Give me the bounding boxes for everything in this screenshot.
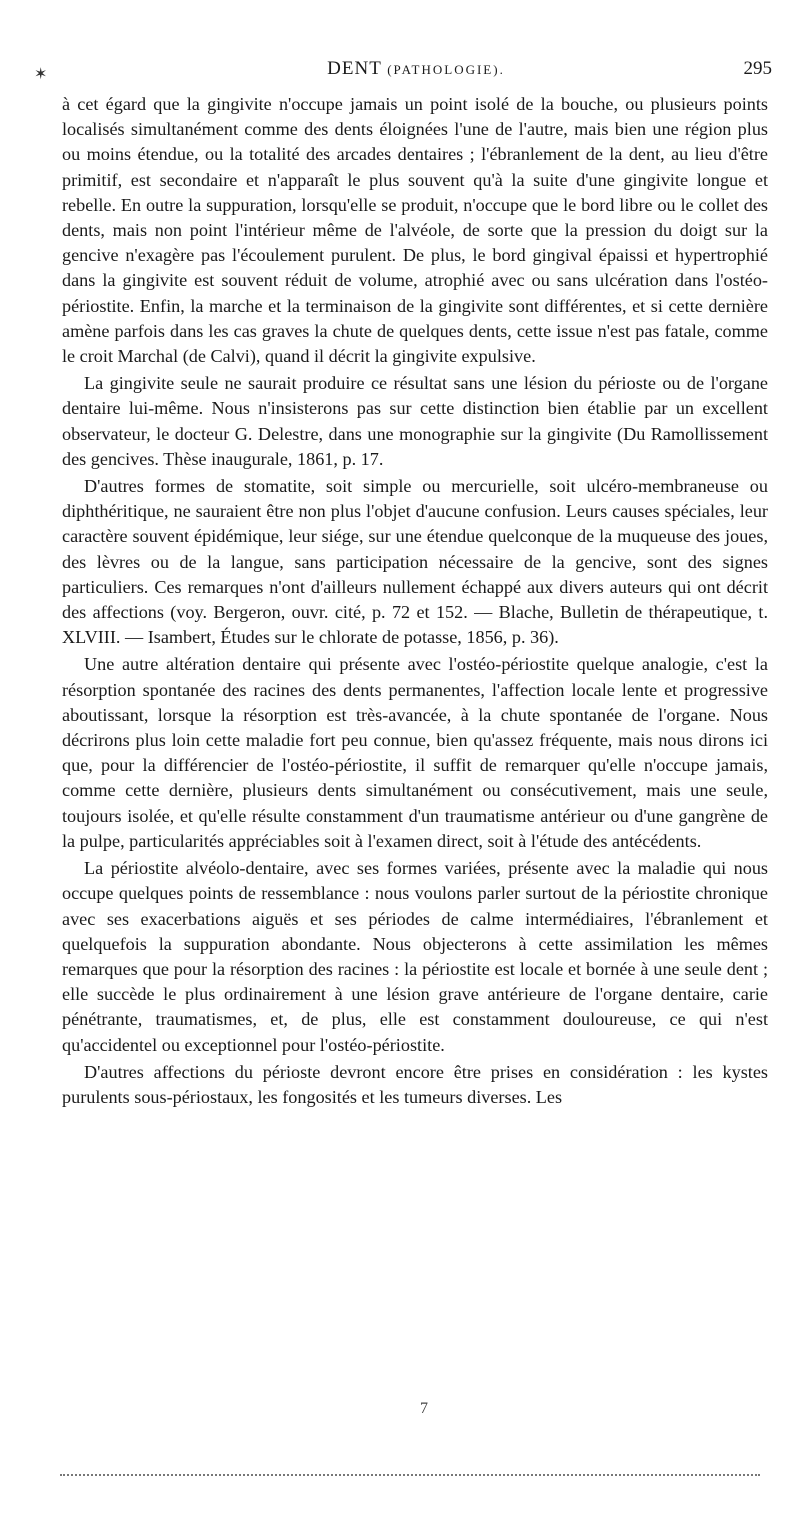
page-header — [34, 58, 772, 88]
running-title-sub: (PATHOLOGIE). — [387, 62, 505, 77]
signature-mark: 7 — [420, 1400, 428, 1417]
paragraph-6: D'autres affections du périoste devront encore être prises en considération : les kystes purulents sous-périostaux, les fongosités et les tumeurs diverses. Les — [62, 1061, 768, 1107]
body-text — [62, 92, 768, 1110]
paragraph-3: D'autres formes de stomatite, soit simple ou mercurielle, soit ulcéro-membraneuse ou diphthéritique, ne sauraient être non plus l'objet d'aucune confusion. Leurs causes spéciales, leur caractère souvent épidémique, leur siége, sur une étendue quelconque de la muqueuse des joues, des lèvres ou de la langue, sans participation nécessaire de la gencive, sont des signes particuliers. Ces remarques n'ont d'ailleurs nullement échappé aux divers auteurs qui ont décrit des affections (voy. Bergeron, ouvr. cité, p. 72 et 152. — Blache, Bulletin de thérapeutique, t. XLVIII. — Isambert, Études sur le chlorate de potasse, 1856, p. 36). — [62, 476, 768, 648]
page-number: 295 — [743, 58, 772, 79]
paragraph-4: Une autre altération dentaire qui présente avec l'ostéo-périostite quelque analogie, c'est la résorption spontanée des racines des dents permanentes, l'affection locale lente et progressive aboutissant, lorsque la résorption est très-avancée, à la chute spontanée de l'organe. Nous décrirons plus loin cette maladie fort peu connue, bien qu'assez fréquente, mais nous dirons ici que, pour la différencier de l'ostéo-périostite, il suffit de remarquer qu'elle n'occupe jamais, comme cette dernière, plusieurs dents simultanément ou consécutivement, mais une seule, toujours isolée, et qu'elle résulte constamment d'un traumatisme antérieur ou d'une gangrène de la pulpe, particularités appréciables soit à l'examen direct, soit à l'étude des antécédents. — [62, 654, 768, 851]
running-title — [60, 58, 772, 80]
paragraph-5: La périostite alvéolo-dentaire, avec ses formes variées, présente avec la maladie qui nous occupe quelques points de ressemblance : nous voulons parler surtout de la périostite chronique avec ses exacerbations aiguës et ses périodes de calme intermédiaires, l'ébranlement et quelquefois la suppuration abondante. Nous objecterons à cette assimilation les mêmes remarques que pour la résorption des racines : la périostite est locale et bornée à une seule dent ; elle succède le plus ordinairement à une lésion grave antérieure de l'organe dentaire, carie pénétrante, traumatismes, et, de plus, elle est constamment douloureuse, ce qui n'est qu'accidentel ou exceptionnel pour l'ostéo-périostite. — [62, 858, 768, 1055]
paragraph-1: à cet égard que la gingivite n'occupe jamais un point isolé de la bouche, ou plusieurs points localisés simultanément comme des dents éloignées l'une de l'autre, mais bien une région plus ou moins étendue, ou la totalité des arcades dentaires ; l'ébranlement de la dent, au lieu d'être primitif, est secondaire et n'apparaît le plus souvent qu'à la suite d'une gingivite longue et rebelle. En outre la suppuration, lorsqu'elle se produit, n'occupe que le bord libre ou le collet des dents, mais non point l'intérieur même de l'alvéole, de sorte que la pression du doigt sur la gencive n'exagère pas l'écoulement purulent. De plus, le bord gingival épaissi et hypertrophié dans la gingivite est souvent réduit de volume, atrophié avec ou sans ulcération dans l'ostéo-périostite. Enfin, la marche et la terminaison de la gingivite sont différentes, et si cette dernière amène parfois dans les cas graves la chute de quelques dents, cette issue n'est pas fatale, comme le croit Marchal (de Calvi), quand il décrit la gingivite expulsive. — [62, 94, 768, 367]
running-title-main: DENT — [327, 58, 382, 79]
paragraph-2: La gingivite seule ne saurait produire ce résultat sans une lésion du périoste ou de l'organe dentaire lui-même. Nous n'insisterons pas sur cette distinction bien établie par un excellent observateur, le docteur G. Delestre, dans une monographie sur la gingivite (Du Ramollissement des gencives. Thèse inaugurale, 1861, p. 17. — [62, 373, 768, 469]
footer-rule — [60, 1474, 760, 1476]
corner-ornament: ✶ — [34, 66, 48, 83]
